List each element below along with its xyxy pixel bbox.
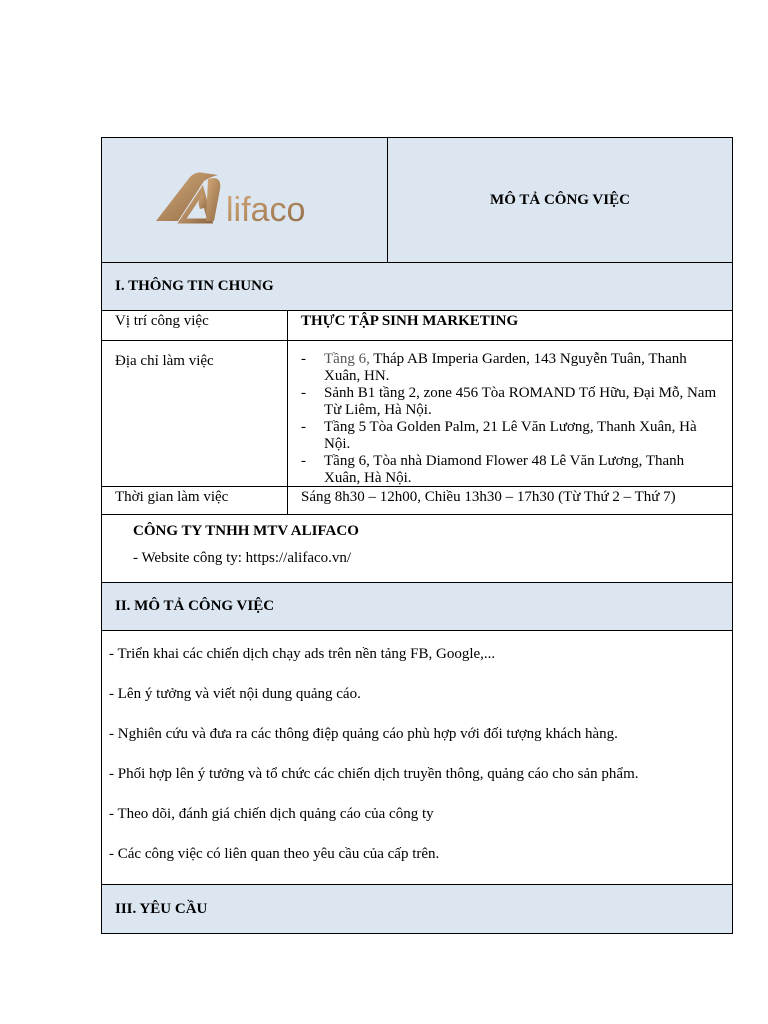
address-row [102, 341, 732, 487]
address-item [301, 351, 722, 385]
address-item-text: Tháp AB Imperia Garden, 143 Nguyễn Tuân, Thanh Xuân, HN. [324, 351, 687, 384]
header-row [102, 138, 732, 263]
job-duty-item: - Các công việc có liên quan theo yêu cầu của cấp trên. [109, 846, 440, 862]
logo-cell [102, 138, 388, 262]
company-name: CÔNG TY TNHH MTV ALIFACO [133, 523, 359, 539]
document-title: MÔ TẢ CÔNG VIỆC [490, 191, 630, 208]
logo-text: lifaco [226, 191, 306, 229]
alifaco-logo [152, 169, 337, 231]
address-item-lead: Tầng 6, [324, 351, 370, 367]
company-info [102, 515, 732, 583]
work-time-row [102, 487, 732, 515]
work-time-label: Thời gian làm việc [102, 487, 288, 514]
job-duty-item: - Phối hợp lên ý tưởng và tổ chức các chiến dịch truyền thông, quảng cáo cho sản phẩm. [109, 766, 639, 782]
job-duty-item: - Nghiên cứu và đưa ra các thông điệp quảng cáo phù hợp với đối tượng khách hàng. [109, 726, 618, 742]
address-value [288, 341, 732, 486]
address-list [301, 343, 732, 487]
company-website: - Website công ty: https://alifaco.vn/ [133, 550, 352, 566]
address-item-text: Tầng 6, Tòa nhà Diamond Flower 48 Lê Văn Lương, Thanh Xuân, Hà Nội. [324, 453, 685, 486]
position-label: Vị trí công việc [102, 311, 288, 340]
job-duty-item: - Theo dõi, đánh giá chiến dịch quảng cáo của công ty [109, 806, 434, 822]
section-general-info-title: I. THÔNG TIN CHUNG [102, 263, 732, 311]
job-duty-item: - Triển khai các chiến dịch chạy ads trên nền tảng FB, Google,... [109, 646, 496, 662]
address-item-text: Tầng 5 Tòa Golden Palm, 21 Lê Văn Lương, Thanh Xuân, Hà Nội. [324, 419, 697, 452]
job-description-table [101, 137, 733, 934]
logo-mark-icon [156, 173, 220, 222]
section-job-description-title: II. MÔ TẢ CÔNG VIỆC [102, 583, 732, 631]
address-item [301, 385, 722, 419]
address-item [301, 419, 722, 453]
position-value: THỰC TẬP SINH MARKETING [301, 313, 519, 329]
address-item [301, 453, 722, 487]
address-label: Địa chỉ làm việc [102, 341, 288, 486]
job-description-list [102, 631, 732, 885]
job-duty-item: - Lên ý tưởng và viết nội dung quảng cáo. [109, 686, 361, 702]
work-time-value: Sáng 8h30 – 12h00, Chiều 13h30 – 17h30 (Từ Thứ 2 – Thứ 7) [301, 489, 676, 505]
address-item-text: Sảnh B1 tầng 2, zone 456 Tòa ROMAND Tố Hữu, Đại Mỗ, Nam Từ Liêm, Hà Nội. [324, 385, 717, 418]
section-requirements-title: III. YÊU CẦU [102, 885, 732, 933]
position-row [102, 311, 732, 341]
